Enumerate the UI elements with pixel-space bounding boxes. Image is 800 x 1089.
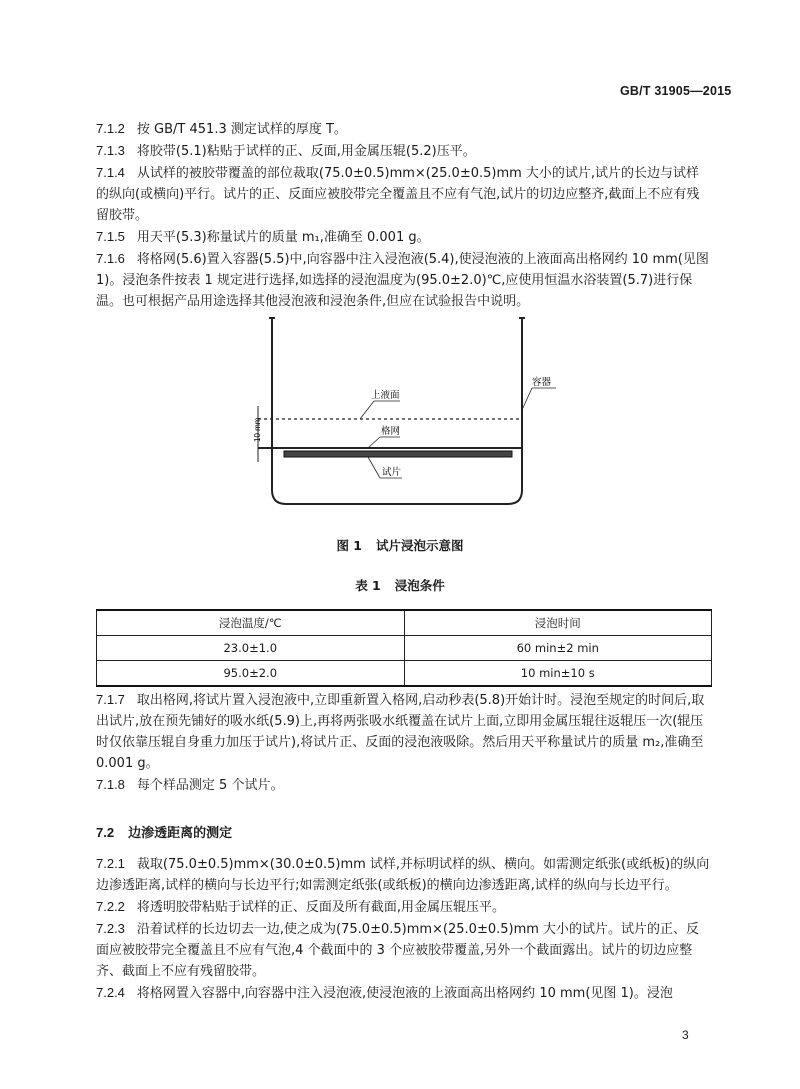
clause-text: 将格网(5.6)置入容器(5.5)中,向容器中注入浸泡液(5.4),使浸泡液的上液面高出格网约 10 mm(见图 1)。浸泡条件按表 1 规定进行选择,如选择的浸泡温度为(95.0±2.0)℃,应使用恒温水浴装置(5.7)进行保温。也可根据产品用途选择其他浸泡液和浸泡条件,但应在试验报告中说明。 bbox=[96, 252, 709, 309]
clause-text: 将胶带(5.1)粘贴于试样的正、反面,用金属压辊(5.2)压平。 bbox=[136, 144, 476, 159]
clause-7-2-2 bbox=[96, 896, 712, 918]
table-cell: 95.0±2.0 bbox=[97, 661, 405, 687]
clause-7-2-1 bbox=[96, 853, 712, 896]
clause-text: 裁取(75.0±0.5)mm×(30.0±0.5)mm 试样,并标明试样的纵、横向。如需测定纸张(或纸板)的纵向边渗透距离,试样的横向与长边平行;如需测定纸张(或纸板)的横向边渗透距离,试样的纵向与长边平行。 bbox=[96, 857, 710, 893]
column-header-temperature: 浸泡温度/℃ bbox=[97, 610, 405, 636]
clause-number: 7.1.5 bbox=[96, 229, 125, 244]
clause-number: 7.2.3 bbox=[96, 921, 125, 936]
section-title: 边渗透距离的测定 bbox=[128, 826, 233, 841]
clauses-7-2-1-to-7-2-4 bbox=[96, 853, 712, 1004]
dimension-label: 10 mm bbox=[253, 417, 262, 442]
clause-text: 按 GB/T 451.3 测定试样的厚度 T。 bbox=[136, 122, 347, 137]
immersion-diagram bbox=[240, 310, 580, 525]
figure-caption bbox=[0, 536, 800, 554]
clause-text: 用天平(5.3)称量试片的质量 m₁,准确至 0.001 g。 bbox=[136, 230, 430, 245]
clause-7-1-3 bbox=[96, 140, 712, 162]
clause-7-1-7 bbox=[96, 689, 712, 774]
table-caption bbox=[0, 576, 800, 594]
table-cell: 60 min±2 min bbox=[404, 636, 712, 661]
clause-number: 7.1.2 bbox=[96, 121, 125, 136]
clause-text: 每个样品测定 5 个试片。 bbox=[136, 778, 284, 793]
section-heading-7-2 bbox=[96, 822, 232, 841]
clause-7-2-3 bbox=[96, 918, 712, 982]
clause-7-1-6 bbox=[96, 248, 712, 312]
figure-number: 图 1 bbox=[336, 538, 363, 553]
table-header-row bbox=[97, 610, 712, 636]
clause-number: 7.2.4 bbox=[96, 985, 125, 1000]
specimen-strip bbox=[284, 451, 512, 457]
surface-label: 上液面 bbox=[371, 390, 400, 401]
clause-number: 7.1.8 bbox=[96, 777, 125, 792]
standard-number-header: GB/T 31905—2015 bbox=[620, 84, 732, 98]
clause-number: 7.1.3 bbox=[96, 143, 125, 158]
clause-text: 取出格网,将试片置入浸泡液中,立即重新置入格网,启动秒表(5.8)开始计时。浸泡至规定的时间后,取出试片,放在预先铺好的吸水纸(5.9)上,再将两张吸水纸覆盖在试片上面,立即用金属压辊往返辊压一次(辊压时仅依靠压辊自身重力加压于试片),将试片正、反面的浸泡液吸除。然后用天平称量试片的质量 m₂,准确至 0.001 g。 bbox=[96, 693, 705, 771]
clause-7-1-4 bbox=[96, 162, 712, 226]
clause-number: 7.2.1 bbox=[96, 856, 125, 871]
clause-number: 7.1.6 bbox=[96, 251, 125, 266]
clause-number: 7.1.4 bbox=[96, 165, 125, 180]
clause-text: 从试样的被胶带覆盖的部位裁取(75.0±0.5)mm×(25.0±0.5)mm 大小的试片,试片的长边与试样的纵向(或横向)平行。试片的正、反面应被胶带完全覆盖且不应有气泡,试片的切边应整齐,截面上不应有残留胶带。 bbox=[96, 166, 700, 223]
table-title: 浸泡条件 bbox=[394, 578, 445, 593]
clause-text: 将格网置入容器中,向容器中注入浸泡液,使浸泡液的上液面高出格网约 10 mm(见图 1)。浸泡 bbox=[136, 986, 673, 1001]
column-header-time: 浸泡时间 bbox=[404, 610, 712, 636]
clause-number: 7.1.7 bbox=[96, 692, 125, 707]
specimen-label: 试片 bbox=[382, 467, 402, 478]
table-number: 表 1 bbox=[355, 578, 381, 593]
container-label: 容器 bbox=[532, 377, 552, 388]
clause-7-2-4 bbox=[96, 982, 712, 1004]
clauses-7-1-2-to-7-1-6 bbox=[96, 118, 712, 312]
grid-label: 格网 bbox=[381, 426, 401, 437]
immersion-conditions-table bbox=[96, 609, 712, 687]
clause-7-1-2 bbox=[96, 118, 712, 140]
page-number: 3 bbox=[682, 1028, 689, 1042]
figure-title: 试片浸泡示意图 bbox=[376, 538, 464, 553]
clause-number: 7.2.2 bbox=[96, 899, 125, 914]
table-row bbox=[97, 661, 712, 687]
clause-7-1-8 bbox=[96, 774, 712, 796]
table-cell: 10 min±10 s bbox=[404, 661, 712, 687]
table-row bbox=[97, 636, 712, 661]
clause-7-1-5 bbox=[96, 226, 712, 248]
clause-text: 将透明胶带粘贴于试样的正、反面及所有截面,用金属压辊压平。 bbox=[136, 900, 506, 915]
section-number: 7.2 bbox=[96, 825, 115, 840]
clause-text: 沿着试样的长边切去一边,使之成为(75.0±0.5)mm×(25.0±0.5)mm 大小的试片。试片的正、反面应被胶带完全覆盖且不应有气泡,4 个截面中的 3 个应被胶带覆盖,另外一个截面露出。试片的切边应整齐、截面上不应有残留胶带。 bbox=[96, 922, 700, 979]
table-cell: 23.0±1.0 bbox=[97, 636, 405, 661]
clauses-7-1-7-to-7-1-8 bbox=[96, 689, 712, 796]
